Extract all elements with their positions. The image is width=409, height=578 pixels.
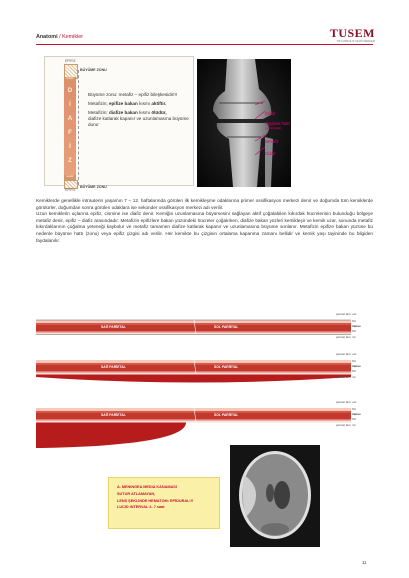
- knee-xray-image: [197, 59, 291, 187]
- section-label: Anatomi: [36, 34, 58, 40]
- diaphysis-letter: İ: [69, 102, 71, 108]
- skull-layer-drawing: [36, 309, 373, 342]
- skull-layer-diagram: [36, 400, 373, 448]
- layer-label: SC: [352, 359, 357, 363]
- right-parietal-label: SAĞ PARİETAL: [101, 325, 126, 329]
- skull-layer-diagram: [36, 309, 373, 342]
- layer-label: diploe: [352, 324, 361, 328]
- page-number: 11: [362, 560, 367, 565]
- xray-label-epiphysis: Epifiz: [265, 111, 276, 116]
- right-parietal-label: SAĞ PARİETAL: [101, 365, 126, 369]
- note-line: A. MENINGEA MEDIA KANAMASI: [117, 485, 177, 489]
- text-span: Metafizin;: [88, 109, 109, 115]
- text-bold: diafize bakan: [108, 109, 138, 115]
- diaphysis-letter: A: [67, 116, 73, 122]
- paragraph: Uzun kemiklerin uçlarına epifiz, cismine ise diafiz denir. Kemiğin uzunlamasına büyümesini sağlayan aktif çoğalabilen kıkırdak hücrelerinin bulunduğu bölgeye metafiz denir, epifiz – diafiz arasındadır. Metafizin epifizlere bakan yüzündeki hücreler çoğalırken, diafize bakan yüzleri kemikleşir ve kemik uzar, sonunda metafiz kıkırdaklarının çoğalma yeteneği kaybolur ve metafiz tamamen diafize katlarak kapanır ve uzunlamasına büyüme sonlanır. Metafizin epifize bakan yüzüne bu nedenle büyüme hattı (zonu) veya epifiz çizgisi adı verilir. Her kemikte bu çizginin ortalama kapanma zamanı bellidir ve kemik yaşı tayininde bu bilgiden faydalanılır.: [36, 211, 373, 243]
- growth-zone-top-label: BÜYÜME ZONU: [80, 68, 107, 72]
- diaphysis-letter: Z: [68, 158, 72, 164]
- skull-layer-drawing: [36, 400, 373, 448]
- diaphysis-letter: F: [68, 130, 72, 136]
- text-span: kısmı: [137, 109, 152, 115]
- epidural-note-box: [108, 477, 220, 529]
- xray-label-metaphysis: Metafiz: [265, 139, 279, 144]
- layer-label: periost lam. ext: [336, 400, 357, 404]
- text-span: diafize katlarak kapanır ve uzunlamasına büyüme durur: [88, 116, 189, 128]
- text-span: kısmı: [137, 100, 152, 106]
- metaphysis-bottom-label: metafiz: [66, 175, 74, 178]
- growth-zone-guide: [78, 70, 79, 185]
- epiphysis-bottom-tag: EPİFİZ: [65, 188, 76, 192]
- text-bold: ölüdür,: [151, 109, 167, 115]
- tusem-logo: [330, 26, 375, 43]
- metaphysis-top-label: metafiz: [66, 77, 74, 80]
- header-divider: [36, 44, 373, 45]
- skull-layer-drawing: [36, 350, 373, 392]
- diaphysis-bar: [64, 82, 76, 175]
- skull-layer-diagram: [36, 350, 373, 392]
- logo-brand: TUSEM: [329, 26, 375, 40]
- logo-tagline: TIP UZMANLIK SINAV MERKEZİ: [336, 40, 375, 43]
- text-span: Metafizin;: [88, 100, 109, 106]
- xray-label-diaphysis: Diafiz: [265, 151, 276, 156]
- note-line: LUCID INTERVAL 2- 7 saat: [117, 505, 165, 510]
- ct-drawing: [230, 445, 320, 547]
- header-separator: /: [57, 34, 63, 40]
- note-line: LENS ŞEKLİNDE HEMATOM: EPİDURAL!!!: [117, 498, 194, 503]
- layer-label: periost lam. ext: [336, 352, 357, 356]
- right-parietal-label: SAĞ PARİETAL: [101, 413, 126, 417]
- growth-zone-bottom-label: BÜYÜME ZONU: [80, 185, 107, 189]
- layer-label: SC: [352, 319, 357, 323]
- layer-label: periost lam. int: [336, 335, 356, 339]
- left-parietal-label: SOL PARİETAL: [214, 413, 239, 417]
- subsection-label: Kemikler: [62, 34, 84, 40]
- layer-label: periost lam. int: [336, 375, 356, 379]
- epiphysis-top-tag: EPİFİZ: [65, 59, 76, 63]
- diaphysis-letter: D: [67, 88, 73, 94]
- brain-ct-image: [230, 445, 320, 547]
- text-bold: epifize bakan: [108, 100, 138, 106]
- layer-label: SC: [352, 369, 357, 373]
- xray-label-growth-plate: (epifiz plağı): [265, 126, 282, 130]
- page-header-title: [36, 34, 83, 40]
- metaphysis-active-text: [88, 101, 190, 107]
- layer-label: periost lam. ext: [336, 312, 357, 316]
- layer-label: SC: [352, 417, 357, 421]
- layer-label: diploe: [352, 412, 361, 416]
- left-parietal-label: SOL PARİETAL: [214, 365, 239, 369]
- layer-label: SC: [352, 407, 357, 411]
- growth-zone-statement: Büyüme zonu: metafiz – epifiz bileşkesidir!!!: [88, 92, 178, 97]
- left-parietal-label: SOL PARİETAL: [214, 325, 239, 329]
- text-bold: aktiftir.: [151, 100, 167, 106]
- note-line: SUTUR ATLAMAYAN,: [117, 491, 156, 496]
- xray-label-growth-line: Büyüme hattı: [265, 121, 290, 126]
- diaphysis-letter: İ: [69, 144, 71, 150]
- body-text: [36, 198, 373, 244]
- metaphysis-dead-text: [88, 110, 190, 129]
- layer-label: diploe: [352, 364, 361, 368]
- layer-label: periost lam. int: [336, 423, 356, 427]
- bone-description: [88, 92, 190, 131]
- layer-label: SC: [352, 329, 357, 333]
- paragraph: Kemiklerde genellikle intrauterin yaşamın 7 – 12. haftalarında görülen ilk kemikleşme odaklarına primer ossifikasyon merkezi denir ve doğumda tüm kemiklerde görülürler, doğumdan sonra görülen odaklara ise sekonder ossifikasyon merkezi adı verilir.: [36, 198, 373, 210]
